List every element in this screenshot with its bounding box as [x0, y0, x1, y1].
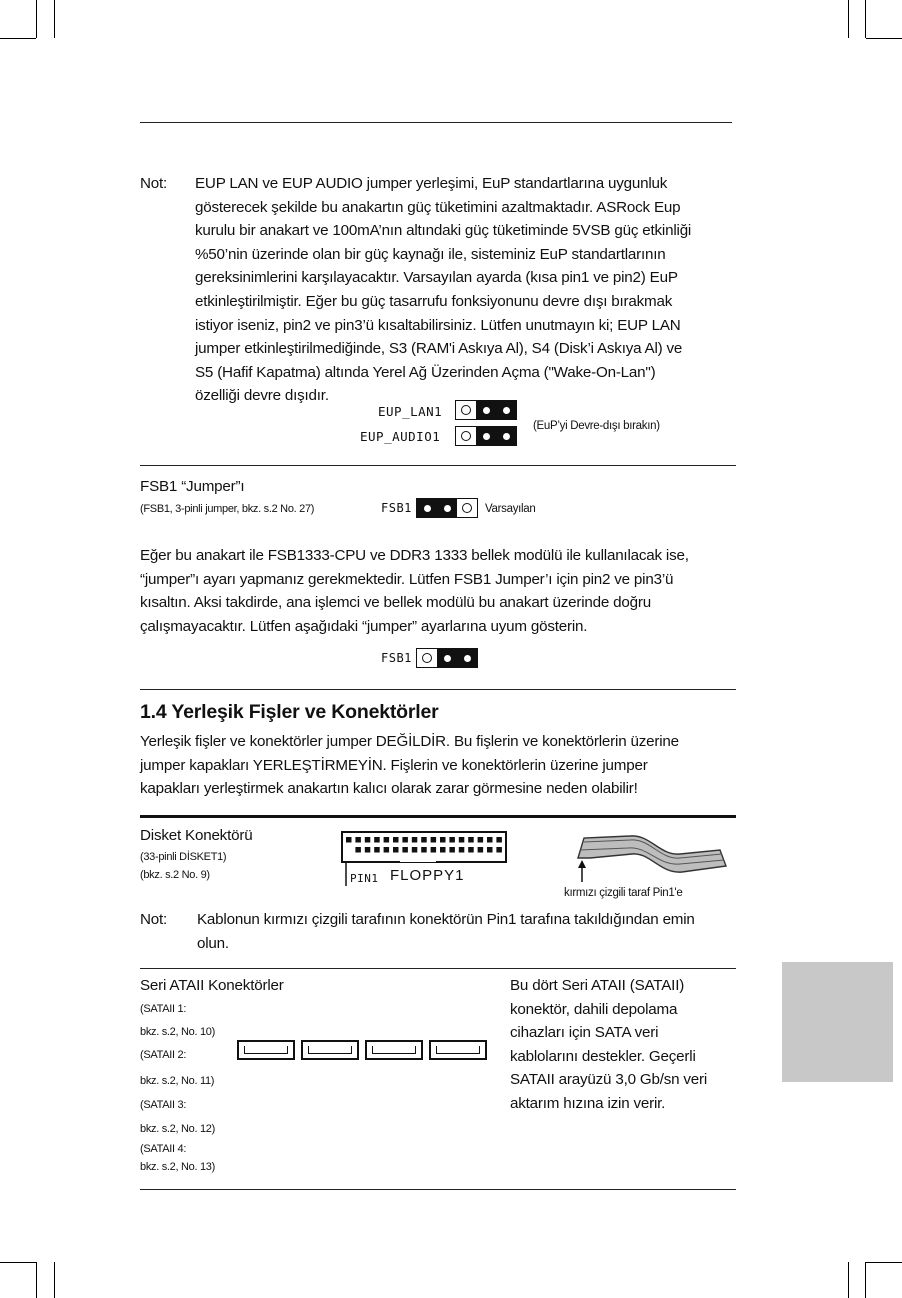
floppy-pin [487, 837, 493, 843]
eup-lan-jumper [455, 400, 517, 420]
note-line: jumper etkinleştirilmediğinde, S3 (RAM'i Askıya Al), S4 (Disk’i Askıya Al) ve [195, 340, 683, 358]
crop-mark [848, 0, 849, 38]
sata-connector-2 [301, 1040, 359, 1060]
pin1 [456, 427, 476, 445]
crop-mark [0, 38, 36, 39]
pin1 [417, 499, 437, 517]
floppy-pin [384, 837, 390, 843]
fsb-label-2: FSB1 [381, 651, 412, 665]
note-line: gereksinimlerini karşılayacaktır. Varsayılan ayarda (kısa pin1 ve pin2) EuP [195, 269, 678, 287]
floppy-pin [412, 847, 418, 853]
sata-ref: (SATAII 4: [140, 1143, 187, 1155]
sata-ref: (SATAII 1: [140, 1003, 187, 1015]
section-heading: 1.4 Yerleşik Fişler ve Konektörler [140, 701, 439, 723]
fsb-line: çalışmayacaktır. Lütfen aşağıdaki “jumper” ayarlarına uyum gösterin. [140, 617, 588, 635]
eup-caption: (EuP’yi Devre-dışı bırakın) [533, 420, 660, 432]
section-line: Yerleşik fişler ve konektörler jumper DEĞİLDİR. Bu fişlerin ve konektörlerin üzerine [140, 733, 679, 750]
floppy-pin [374, 837, 380, 843]
crop-mark [54, 1262, 55, 1298]
floppy-cable-icon [570, 828, 732, 888]
floppy-pin [459, 847, 465, 853]
sata-desc-line: SATAII arayüzü 3,0 Gb/sn veri [510, 1071, 708, 1089]
floppy-pin [402, 837, 408, 843]
sata-title: Seri ATAII Konektörler [140, 977, 284, 994]
fsb-line: Eğer bu anakart ile FSB1333-CPU ve DDR3 1333 bellek modülü ile kullanılacak ise, [140, 547, 689, 564]
note-line: %50’nin üzerinde olan bir güç kaynağı ile, sisteminiz EuP standartlarının [195, 245, 666, 263]
note-line: etkinleştirilmiştir. Eğer bu güç tasarrufu fonksiyonunu devre dışı bırakmak [195, 292, 673, 310]
floppy-pin [365, 847, 371, 853]
floppy-pin [459, 837, 465, 843]
floppy-pin [431, 847, 437, 853]
floppy-pin [384, 847, 390, 853]
floppy-pin [393, 847, 399, 853]
fsb-title: FSB1 “Jumper”ı [140, 478, 245, 495]
sata-connector-3 [365, 1040, 423, 1060]
crop-mark [865, 1262, 866, 1298]
divider [140, 689, 736, 690]
floppy-pin [496, 837, 502, 843]
divider [140, 968, 736, 969]
note-line: istiyor iseniz, pin2 ve pin3’ü kısaltabilirsiniz. Lütfen unutmayın ki; EUP LAN [195, 316, 681, 334]
cable-caption: kırmızı çizgili taraf Pin1'e [564, 887, 683, 899]
note-label: Not: [140, 175, 168, 192]
divider [140, 465, 736, 466]
pin3 [496, 427, 516, 445]
sata-ref: bkz. s.2, No. 12) [140, 1123, 215, 1135]
floppy-pin1-label: PIN1 [350, 872, 379, 885]
floppy-pin [449, 837, 455, 843]
crop-mark [865, 0, 866, 38]
crop-mark [0, 1262, 36, 1263]
floppy-pin [468, 837, 474, 843]
sata-ref: bkz. s.2, No. 10) [140, 1026, 215, 1038]
sata-connector-1 [237, 1040, 295, 1060]
sata-ref: bkz. s.2, No. 13) [140, 1161, 215, 1173]
floppy-pin [449, 847, 455, 853]
sata-description [510, 974, 740, 1116]
fsb-subtitle: (FSB1, 3-pinli jumper, bkz. s.2 No. 27) [140, 503, 315, 515]
thick-divider [140, 815, 736, 818]
note-line: kurulu bir anakart ve 100mA’nın altındaki güç tüketiminde 5VSB güç etkinliği [195, 222, 692, 240]
pin1 [417, 649, 437, 667]
note-paragraph [195, 172, 740, 408]
crop-mark [866, 38, 902, 39]
floppy-pin [440, 837, 446, 843]
header-rule [140, 122, 732, 123]
sata-connector-4 [429, 1040, 487, 1060]
floppy-pin [478, 847, 484, 853]
floppy-note-line: Kablonun kırmızı çizgili tarafının konektörün Pin1 tarafına takıldığından emin [197, 911, 695, 928]
crop-mark [848, 1262, 849, 1298]
floppy-title: Disket Konektörü [140, 827, 253, 844]
crop-mark [866, 1262, 902, 1263]
eup-lan-label: EUP_LAN1 [378, 404, 443, 419]
note-line: özelliği devre dışıdır. [195, 387, 329, 405]
bottom-rule [140, 1189, 736, 1190]
sata-desc-line: kablolarını destekler. Geçerli [510, 1047, 696, 1065]
floppy-note [197, 908, 742, 955]
note-line: S5 (Hafif Kapatma) altında Yerel Ağ Üzerinden Açma ("Wake-On-Lan") [195, 363, 656, 381]
pin2 [437, 649, 457, 667]
section-line: jumper kapakları YERLEŞTİRMEYİN. Fişlerin ve konektörlerin üzerine jumper [140, 756, 648, 774]
fsb-jumper-default [416, 498, 478, 518]
floppy-pin [355, 847, 361, 853]
pin2 [476, 401, 496, 419]
floppy-note-line: olun. [197, 934, 229, 952]
floppy-pin [393, 837, 399, 843]
eup-audio-label: EUP_AUDIO1 [360, 429, 441, 444]
floppy-pin [402, 847, 408, 853]
pin3 [496, 401, 516, 419]
crop-mark [36, 1262, 37, 1298]
pin3 [457, 499, 477, 517]
sata-ref: bkz. s.2, No. 11) [140, 1075, 215, 1087]
floppy-pin [468, 847, 474, 853]
sata-ref: (SATAII 3: [140, 1099, 187, 1111]
floppy-pin [365, 837, 371, 843]
floppy-sub1: (33-pinli DİSKET1) [140, 851, 227, 863]
fsb-line: “jumper”ı ayarı yapmanız gerekmektedir. Lütfen FSB1 Jumper’ı için pin2 ve pin3’ü [140, 570, 674, 588]
fsb-line: kısaltın. Aksi takdirde, ana işlemci ve bellek modülü bu anakart üzerinde doğru [140, 594, 651, 612]
floppy-pin [431, 837, 437, 843]
crop-mark [54, 0, 55, 38]
floppy-pin [421, 837, 427, 843]
sata-desc-line: aktarım hızına izin verir. [510, 1094, 666, 1112]
sata-ref: (SATAII 2: [140, 1049, 187, 1061]
pin3 [457, 649, 477, 667]
crop-mark [36, 0, 37, 38]
floppy-pin [440, 847, 446, 853]
sata-desc-line: Bu dört Seri ATAII (SATAII) [510, 977, 685, 994]
floppy-pin [421, 847, 427, 853]
floppy-pin [412, 837, 418, 843]
section-paragraph [140, 730, 740, 801]
pin2 [476, 427, 496, 445]
fsb-label: FSB1 [381, 501, 412, 515]
pin2 [437, 499, 457, 517]
fsb-default-caption: Varsayılan [485, 503, 536, 515]
sata-desc-line: konektör, dahili depolama [510, 1000, 678, 1018]
note-line: EUP LAN ve EUP AUDIO jumper yerleşimi, EuP standartlarına uygunluk [195, 175, 668, 192]
section-line: kapakları yerleştirmek anakartın kalıcı olarak zarar görmesine neden olabilir! [140, 780, 638, 798]
eup-audio-jumper [455, 426, 517, 446]
language-side-tab [782, 962, 893, 1082]
floppy-pin [478, 837, 484, 843]
floppy-note-label: Not: [140, 911, 168, 928]
note-line: gösterecek şekilde bu anakartın güç tüketimini azaltmaktadır. ASRock Eup [195, 198, 681, 216]
floppy-pin [487, 847, 493, 853]
floppy-name: FLOPPY1 [390, 867, 465, 884]
floppy-pin [346, 837, 352, 843]
sata-desc-line: cihazları için SATA veri [510, 1024, 659, 1042]
fsb-paragraph [140, 544, 740, 638]
floppy-sub2: (bkz. s.2 No. 9) [140, 869, 210, 881]
floppy-pin [355, 837, 361, 843]
floppy-pin [496, 847, 502, 853]
fsb-jumper-setting [416, 648, 478, 668]
floppy-pin [374, 847, 380, 853]
pin1 [456, 401, 476, 419]
